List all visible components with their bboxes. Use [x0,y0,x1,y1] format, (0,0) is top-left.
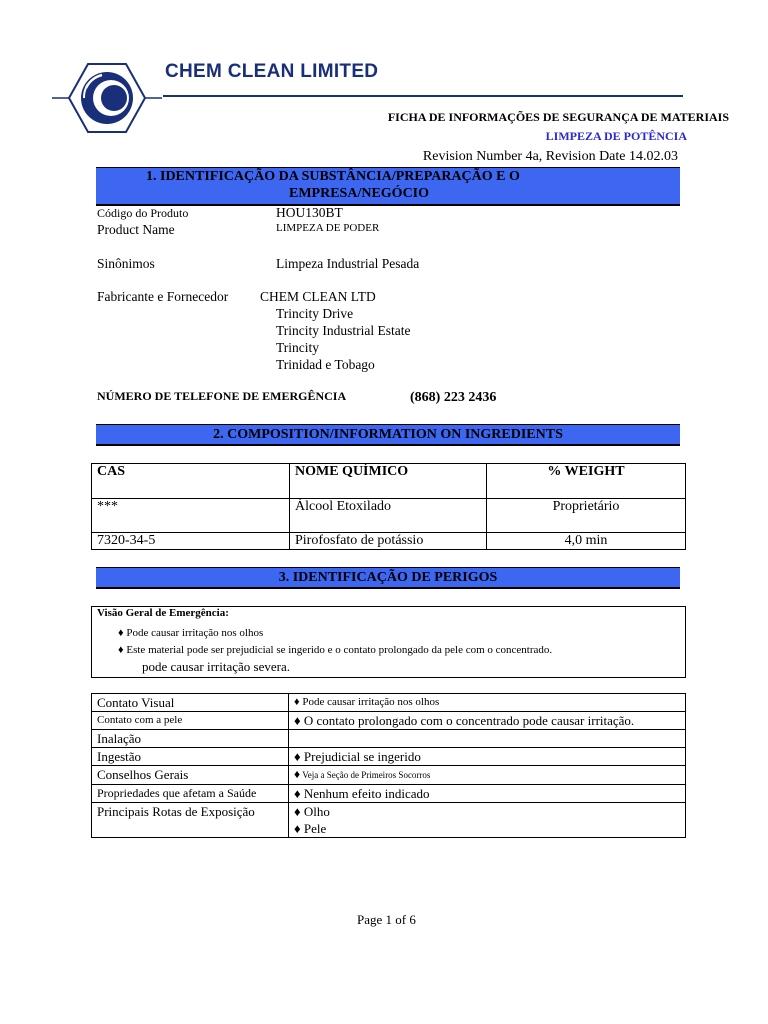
address-line: Trincity Industrial Estate [276,323,411,338]
diamond-bullet-icon: ♦ [294,804,301,819]
table-row [92,803,686,838]
diamond-bullet-icon: ♦ [118,644,124,656]
emergency-phone: (868) 223 2436 [410,390,497,405]
section1-title-line1: 1. IDENTIFICAÇÃO DA SUBSTÂNCIA/PREPARAÇÃO E O [146,169,520,184]
synonyms-label: Sinônimos [97,256,155,271]
hazard-value [289,785,686,803]
table-header-row [92,464,686,499]
product-name: LIMPEZA DE PODER [276,222,380,234]
diamond-bullet-icon: ♦ [294,749,301,764]
hazard-label: Ingestão [92,748,289,766]
product-code-label: Código do Produto [97,206,189,220]
product-title: LIMPEZA DE POTÊNCIA [545,129,687,143]
hazard-value [289,694,686,712]
manufacturer-label: Fabricante e Fornecedor [97,289,229,304]
section1-title-line2: EMPRESA/NEGÓCIO [289,186,430,201]
table-row [92,766,686,785]
overview-label: Visão Geral de Emergência: [97,607,229,619]
hazard-value [289,766,686,785]
synonyms: Limpeza Industrial Pesada [276,256,420,271]
doc-title: FICHA DE INFORMAÇÕES DE SEGURANÇA DE MATERIAIS [387,110,729,124]
section1-header [96,167,680,206]
emergency-label: NÚMERO DE TELEFONE DE EMERGÊNCIA [97,389,347,403]
hazard-label: Contato Visual [92,694,289,712]
overview-text: Este material pode ser prejudicial se ingerido e o contato prolongado da pele com o concentrado. [126,644,553,656]
hazard-value-text: Olho [303,804,330,819]
hazards-table [91,693,686,838]
cell-cas: *** [92,499,290,533]
page-number: Page 1 of 6 [357,912,416,927]
diamond-bullet-icon: ♦ [294,713,301,728]
hazard-label: Inalação [92,730,289,748]
hazard-value-text: Pele [303,821,327,836]
diamond-bullet-icon: ♦ [294,696,300,708]
hazard-value-text: Pode causar irritação nos olhos [302,696,440,708]
composition-table [91,463,686,550]
address-line: CHEM CLEAN LTD [260,289,376,304]
table-row [92,748,686,766]
table-row [92,694,686,712]
company-logo [52,62,162,138]
diamond-bullet-icon: ♦ [294,821,301,836]
hazard-value-line [294,820,680,837]
hazard-label: Conselhos Gerais [92,766,289,785]
hazard-value-text: Prejudicial se ingerido [303,749,421,764]
table-row [92,499,686,533]
section3-header [96,567,680,589]
hazard-value-empty [289,730,686,748]
address-line: Trincity [276,340,320,355]
column-header-weight: % WEIGHT [487,464,686,499]
hazard-value [289,803,686,838]
table-row [92,533,686,550]
overview-text: Pode causar irritação nos olhos [126,627,264,639]
diamond-bullet-icon: ♦ [294,786,301,801]
section2-title: 2. COMPOSITION/INFORMATION ON INGREDIENTS [213,427,563,442]
hazard-label: Contato com a pele [92,712,289,730]
table-row [92,730,686,748]
cell-name: Pirofosfato de potássio [290,533,487,550]
company-name: CHEM CLEAN LIMITED [165,61,379,82]
table-row [92,712,686,730]
overview-text-continued: pode causar irritação severa. [142,659,290,674]
hazard-value-text: Veja a Seção de Primeiros Socorros [302,770,431,780]
overview-bullet [118,627,263,639]
column-header-name: NOME QUÍMICO [290,464,487,499]
product-name-label: Product Name [97,222,175,237]
column-header-cas: CAS [92,464,290,499]
table-row [92,785,686,803]
overview-bullet [118,644,552,656]
cell-cas: 7320-34-5 [92,533,290,550]
hazard-value [289,748,686,766]
hazard-value-text: Nenhum efeito indicado [303,786,430,801]
cell-name: Álcool Etoxilado [290,499,487,533]
address-line: Trinidad e Tobago [276,357,375,372]
section2-header [96,424,680,446]
product-code: HOU130BT [276,205,343,220]
cell-weight: 4,0 min [487,533,686,550]
hazard-value-text: O contato prolongado com o concentrado pode causar irritação. [303,713,635,728]
address-line: Trincity Drive [276,306,354,321]
diamond-bullet-icon: ♦ [294,767,301,781]
hazard-label: Propriedades que afetam a Saúde [92,785,289,803]
hazard-value-line [294,803,680,820]
diamond-bullet-icon: ♦ [118,627,124,639]
header-rule [163,95,683,97]
hazard-label: Principais Rotas de Exposição [92,803,289,838]
section3-title: 3. IDENTIFICAÇÃO DE PERIGOS [278,570,498,585]
revision-info: Revision Number 4a, Revision Date 14.02.03 [422,149,678,164]
cell-weight: Proprietário [487,499,686,533]
hazard-value [289,712,686,730]
